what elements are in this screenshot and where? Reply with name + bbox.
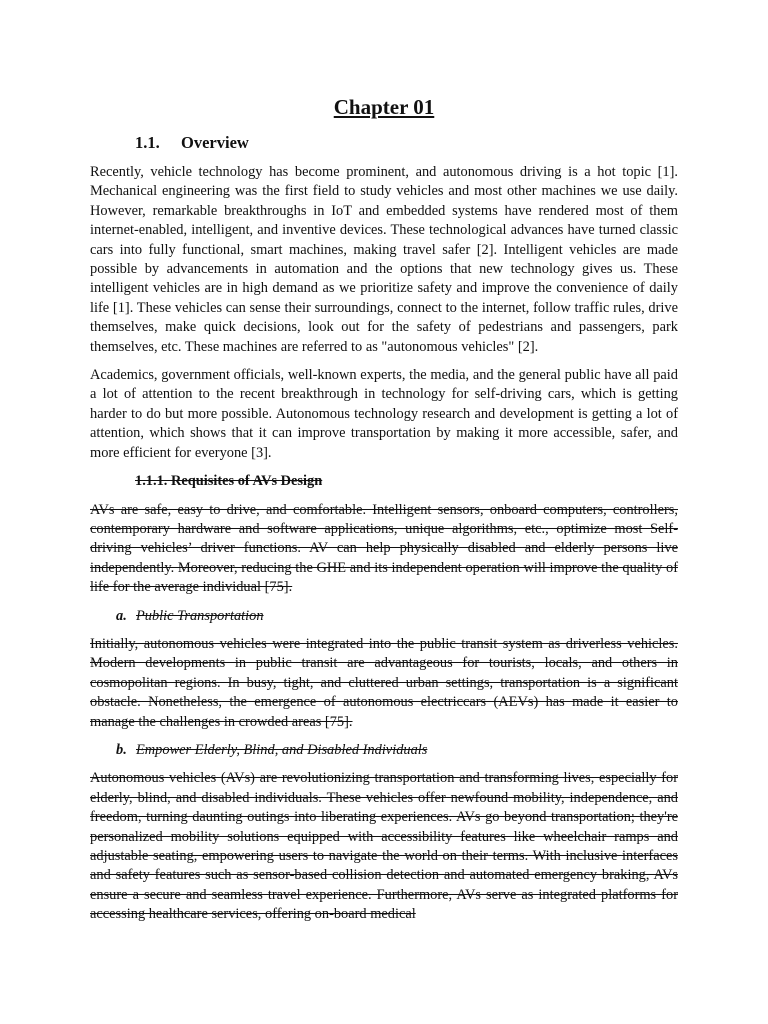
- item-a-heading: [90, 607, 678, 626]
- chapter-title: Chapter 01: [333, 95, 435, 119]
- paragraph-requisites: AVs are safe, easy to drive, and comfortable. Intelligent sensors, onboard computers, controllers, contemporary hardware and software applications, unique algorithms, etc., optimize most Self-driving vehicles’ driver functions. AV can help physically disabled and elderly persons live independently. Moreover, reducing the GHE and its independent operation will improve the quality of life for the average individual [75].: [90, 501, 678, 596]
- paragraph-overview-1: Recently, vehicle technology has become prominent, and autonomous driving is a hot topic [1]. Mechanical engineering was the first field to study vehicles and most other machines we use daily. However, remarkable breakthroughs in IoT and embedded systems have rendered most of them internet-enabled, intelligent, and inventive devices. These technological advances have turned classic cars into fully functional, smart machines, making travel safer [2]. Intelligent vehicles are made possible by advancements in automation and the options that new technology gives us. These intelligent vehicles are in high demand as we prioritize safety and improve the convenience of daily life [1]. These vehicles can sense their surroundings, connect to the internet, follow traffic rules, drive themselves, make quick decisions, look out for the safety of pedestrians and passengers, park themselves, etc. These machines are referred to as "autonomous vehicles" [2].: [90, 164, 678, 355]
- section-heading: [135, 133, 249, 153]
- paragraph-public-transportation: Initially, autonomous vehicles were integrated into the public transit system as driverless vehicles. Modern developments in public transit are advantageous for tourists, locals, and others in cosmopolitan regions. In busy, tight, and cluttered urban settings, transportation is a significant obstacle. Nonetheless, the emergence of autonomous electriccars (AEVs) has made it easier to manage the challenges in crowded areas [75].: [90, 635, 678, 730]
- section-number: 1.1.: [135, 133, 160, 152]
- item-b-title: Empower Elderly, Blind, and Disabled Individuals: [136, 741, 428, 758]
- item-b-letter: b.: [116, 741, 127, 758]
- paragraph-empower-elderly: Autonomous vehicles (AVs) are revolutionizing transportation and transforming lives, especially for elderly, blind, and disabled individuals. These vehicles offer newfound mobility, independence, and freedom, turning daunting outings into liberating experiences. AVs go beyond transportation; they're personalized mobility solutions equipped with accessibility features like wheelchair ramps and adjustable seating, empowering users to navigate the world on their terms. With inclusive interfaces and safety features such as sensor-based collision detection and automated emergency braking, AVs ensure a secure and seamless travel experience. Furthermore, AVs serve as integrated platforms for accessing healthcare services, offering on-board medical: [90, 770, 678, 923]
- paragraph-overview-2: Academics, government officials, well-known experts, the media, and the general public have all paid a lot of attention to the recent breakthrough in technology for self-driving cars, which is getting harder to do but more possible. Autonomous technology research and development is getting a lot of attention, which shows that it can improve transportation by making it more accessible, safer, and more efficient for everyone [3].: [90, 367, 678, 461]
- document-body: [90, 163, 678, 934]
- item-b-heading: [90, 741, 678, 760]
- section-title: Overview: [181, 133, 249, 152]
- item-a-title: Public Transportation: [136, 607, 264, 624]
- item-a-letter: a.: [116, 607, 127, 624]
- subsection-heading: 1.1.1. Requisites of AVs Design: [135, 473, 323, 490]
